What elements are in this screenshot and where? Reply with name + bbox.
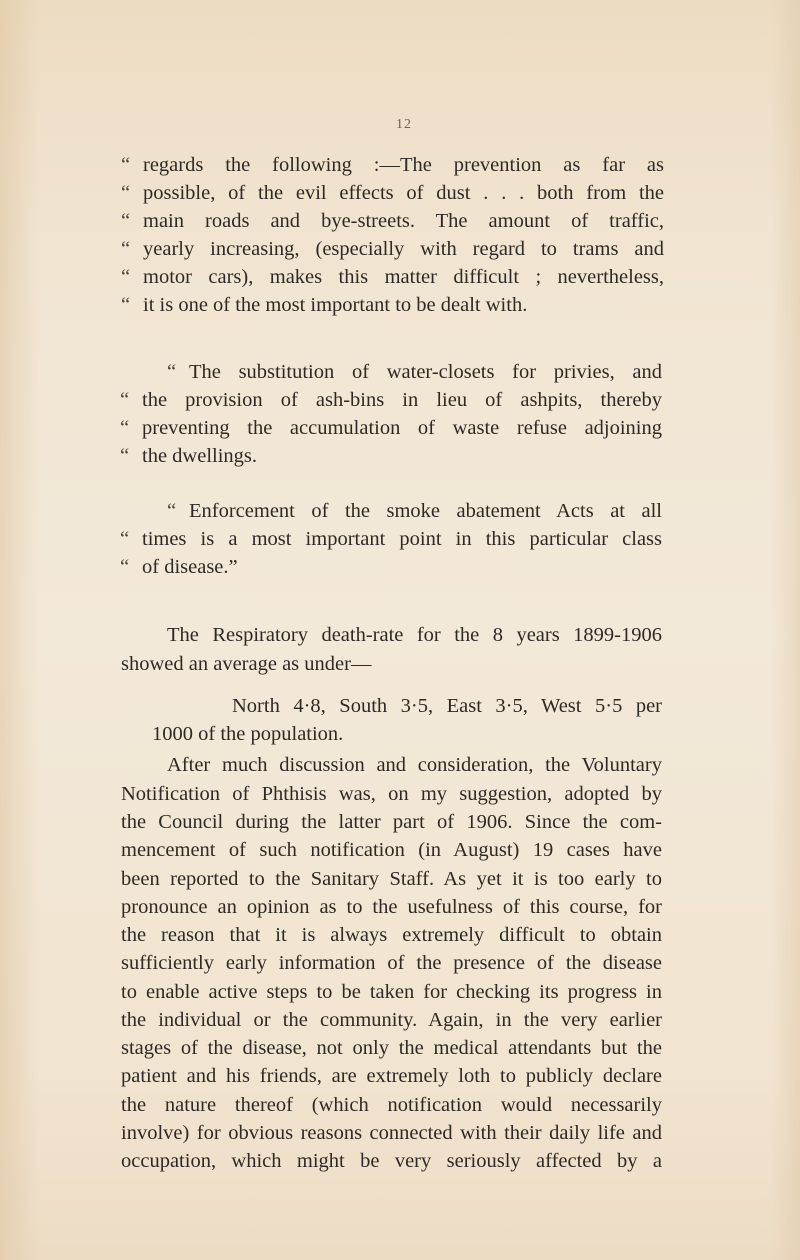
quote-mark: “ xyxy=(120,389,130,411)
text-line: occupation, which might be very seriously affected by a xyxy=(121,1150,662,1172)
text-line: stages of the disease, not only the medical attendants but the xyxy=(121,1037,662,1059)
text-line: “ the dwellings. xyxy=(120,442,257,470)
quote-mark: “ xyxy=(121,266,131,288)
text-line: to enable active steps to be taken for checking its progress in xyxy=(121,981,662,1003)
text-line: the nature thereof (which notification would necessarily xyxy=(121,1094,662,1116)
text-line: Notification of Phthisis was, on my suggestion, adopted by xyxy=(121,783,662,805)
text-line: The Respiratory death-rate for the 8 years 1899-1906 xyxy=(167,624,662,646)
text-line: “ times is a most important point in this particular class xyxy=(120,525,662,553)
text-line: the Council during the latter part of 1906. Since the com- xyxy=(121,811,662,833)
page-edge-shadow-left xyxy=(0,0,40,1260)
text-line: the reason that it is always extremely difficult to obtain xyxy=(121,924,662,946)
quote-mark: “ xyxy=(121,210,131,232)
quote-mark: “ xyxy=(121,294,131,316)
text-line: involve) for obvious reasons connected with their daily life and xyxy=(121,1122,662,1144)
quote-mark: “ xyxy=(121,182,131,204)
quote-mark: “ xyxy=(167,361,177,383)
death-rates-line: North 4·8, South 3·5, East 3·5, West 5·5 per xyxy=(232,695,662,717)
text-line: After much discussion and consideration, the Voluntary xyxy=(167,754,662,776)
text-line: sufficiently early information of the presence of the disease xyxy=(121,952,662,974)
text-line: showed an average as under— xyxy=(121,653,372,675)
text-line: the individual or the community. Again, in the very earlier xyxy=(121,1009,662,1031)
text-line: patient and his friends, are extremely loth to publicly declare xyxy=(121,1065,662,1087)
text-line: “ it is one of the most important to be dealt with. xyxy=(121,291,527,319)
text-line: “ main roads and bye-streets. The amount of traffic, xyxy=(121,207,664,235)
text-line: “ preventing the accumulation of waste refuse adjoining xyxy=(120,414,662,442)
quote-mark: “ xyxy=(121,238,131,260)
text-line: pronounce an opinion as to the usefulness of this course, for xyxy=(121,896,662,918)
quote-mark: “ xyxy=(120,556,130,578)
text-line: “ of disease.” xyxy=(120,553,238,581)
quote-mark: “ xyxy=(121,154,131,176)
page-number: 12 xyxy=(396,117,412,132)
text-line: “ Enforcement of the smoke abatement Acts at all xyxy=(167,497,662,525)
text-line: “ possible, of the evil effects of dust . . . both from the xyxy=(121,179,664,207)
quote-mark: “ xyxy=(167,500,177,522)
quote-mark: “ xyxy=(120,445,130,467)
page-edge-shadow-right xyxy=(770,0,800,1260)
text-line: “ yearly increasing, (especially with regard to trams and xyxy=(121,235,664,263)
quote-mark: “ xyxy=(120,528,130,550)
text-line: mencement of such notification (in August) 19 cases have xyxy=(121,839,662,861)
text-line: “ motor cars), makes this matter difficult ; nevertheless, xyxy=(121,263,664,291)
text-line: “ the provision of ash-bins in lieu of ashpits, thereby xyxy=(120,386,662,414)
text-line: “ regards the following :—The prevention as far as xyxy=(121,151,664,179)
text-line: “ The substitution of water-closets for privies, and xyxy=(167,358,662,386)
text-line: been reported to the Sanitary Staff. As yet it is too early to xyxy=(121,868,662,890)
quote-mark: “ xyxy=(120,417,130,439)
death-rates-line: 1000 of the population. xyxy=(152,723,344,745)
